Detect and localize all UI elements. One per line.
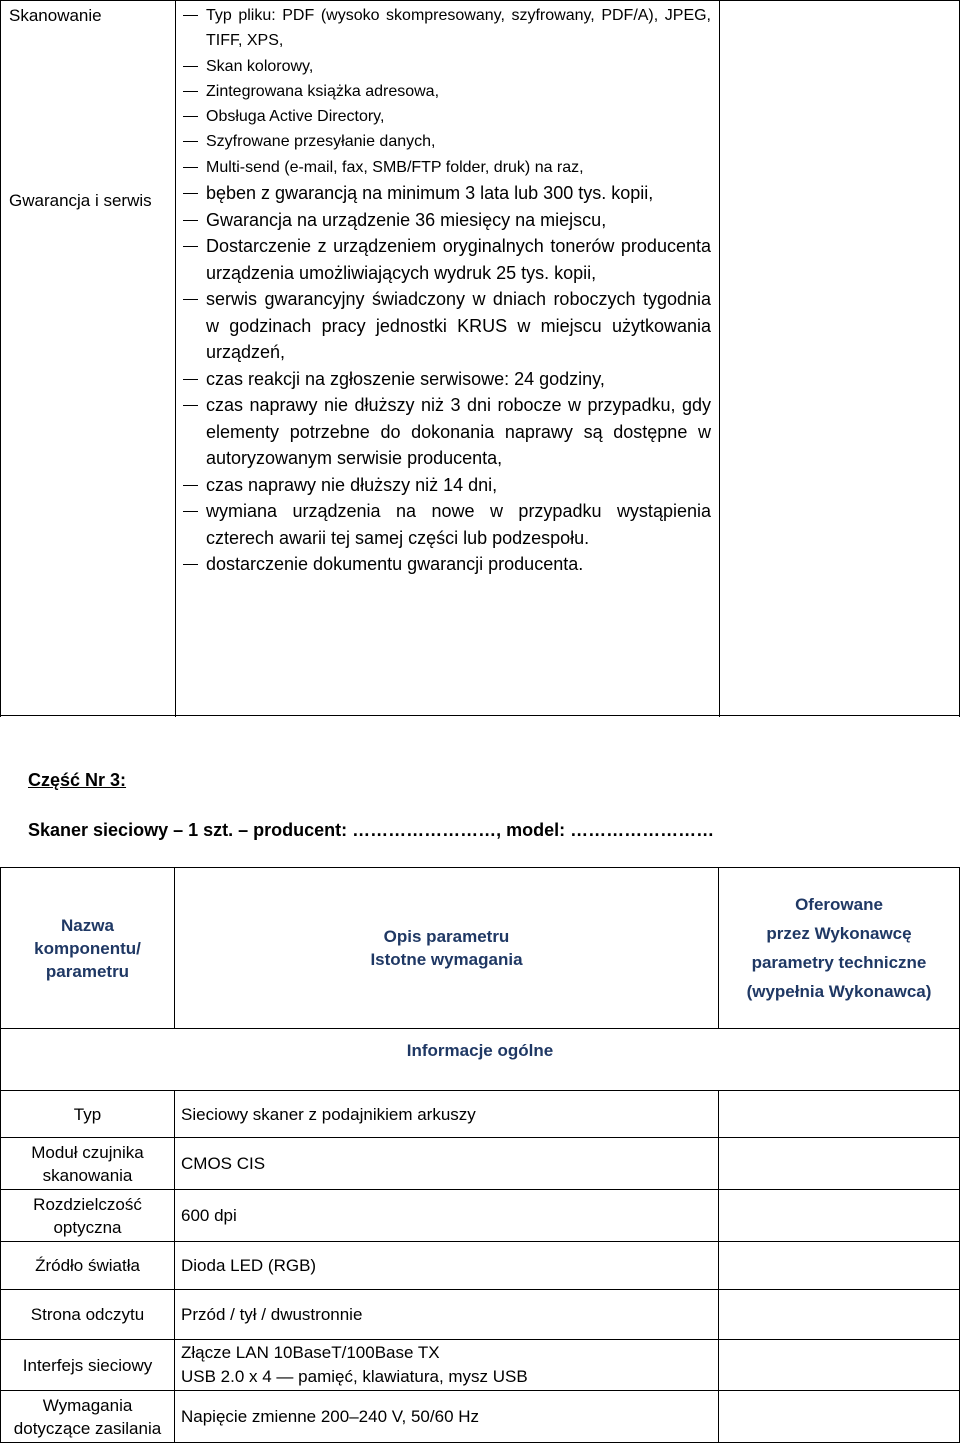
table-row bbox=[1, 1091, 960, 1138]
table-row bbox=[1, 1242, 960, 1290]
param-name: Źródło światła bbox=[1, 1242, 175, 1290]
table-row bbox=[1, 1138, 960, 1190]
scan-row bbox=[1, 1, 960, 716]
spec-table-continued bbox=[0, 0, 960, 716]
offer-input-cell[interactable] bbox=[719, 1340, 960, 1391]
table-row bbox=[1, 1340, 960, 1391]
scanner-spec-table bbox=[0, 867, 960, 1443]
param-value: CMOS CIS bbox=[175, 1138, 719, 1190]
part-heading: Część Nr 3: bbox=[28, 770, 127, 790]
list-item: Multi-send (e-mail, fax, SMB/FTP folder, druk) na raz, bbox=[206, 155, 711, 180]
param-value: Przód / tył / dwustronnie bbox=[175, 1290, 719, 1340]
param-name: Moduł czujnika skanowania bbox=[1, 1138, 175, 1190]
table-row bbox=[1, 1290, 960, 1340]
list-item: Gwarancja na urządzenie 36 miesięcy na miejscu, bbox=[206, 207, 711, 234]
list-item: czas naprawy nie dłuższy niż 14 dni, bbox=[206, 472, 711, 499]
header-component: Nazwa komponentu/ parametru bbox=[1, 868, 175, 1029]
header-description: Opis parametru Istotne wymagania bbox=[175, 868, 719, 1029]
offer-input-cell[interactable] bbox=[719, 1091, 960, 1138]
list-item: Zintegrowana książka adresowa, bbox=[206, 79, 711, 104]
param-value: Sieciowy skaner z podajnikiem arkuszy bbox=[175, 1091, 719, 1138]
param-name: Rozdzielczość optyczna bbox=[1, 1190, 175, 1242]
list-item: czas reakcji na zgłoszenie serwisowe: 24 godziny, bbox=[206, 366, 711, 393]
param-value: Złącze LAN 10BaseT/100Base TX USB 2.0 x 4 — pamięć, klawiatura, mysz USB bbox=[175, 1340, 719, 1391]
warranty-label: Gwarancja i serwis bbox=[9, 191, 152, 210]
offer-input-cell[interactable] bbox=[719, 1290, 960, 1340]
warranty-list bbox=[176, 180, 719, 578]
labels-cell bbox=[1, 1, 176, 716]
param-value: Napięcie zmienne 200–240 V, 50/60 Hz bbox=[175, 1391, 719, 1443]
offer-input-cell[interactable] bbox=[719, 1138, 960, 1190]
requirements-cell bbox=[176, 1, 720, 716]
table-header bbox=[1, 868, 960, 1029]
list-item: bęben z gwarancją na minimum 3 lata lub 300 tys. kopii, bbox=[206, 180, 711, 207]
param-name: Strona odczytu bbox=[1, 1290, 175, 1340]
device-heading: Skaner sieciowy – 1 szt. – producent: ……………………, model: …………………… bbox=[28, 820, 715, 840]
scan-list bbox=[176, 1, 719, 180]
table-row bbox=[1, 1190, 960, 1242]
list-item: Skan kolorowy, bbox=[206, 54, 711, 79]
param-name: Typ bbox=[1, 1091, 175, 1138]
scan-label: Skanowanie bbox=[9, 6, 102, 25]
list-item: Obsługa Active Directory, bbox=[206, 104, 711, 129]
list-item: Szyfrowane przesyłanie danych, bbox=[206, 129, 711, 154]
list-item: serwis gwarancyjny świadczony w dniach roboczych tygodnia w godzinach pracy jednostki KRUS w miejscu użytkowania urządzeń, bbox=[206, 286, 711, 366]
header-offered: Oferowane przez Wykonawcę parametry techniczne (wypełnia Wykonawca) bbox=[719, 868, 960, 1029]
offer-input-cell[interactable] bbox=[719, 1190, 960, 1242]
offer-input-cell[interactable] bbox=[719, 1242, 960, 1290]
param-value: Dioda LED (RGB) bbox=[175, 1242, 719, 1290]
param-name: Wymagania dotyczące zasilania bbox=[1, 1391, 175, 1443]
list-item: Typ pliku: PDF (wysoko skompresowany, szyfrowany, PDF/A), JPEG, TIFF, XPS, bbox=[206, 3, 711, 54]
param-value: 600 dpi bbox=[175, 1190, 719, 1242]
offer-cell[interactable] bbox=[720, 1, 960, 716]
section-row bbox=[1, 1029, 960, 1091]
list-item: dostarczenie dokumentu gwarancji producenta. bbox=[206, 551, 711, 578]
list-item: wymiana urządzenia na nowe w przypadku wystąpienia czterech awarii tej samej części lub podzespołu. bbox=[206, 498, 711, 551]
param-name: Interfejs sieciowy bbox=[1, 1340, 175, 1391]
section-title: Informacje ogólne bbox=[1, 1029, 960, 1091]
list-item: czas naprawy nie dłuższy niż 3 dni robocze w przypadku, gdy elementy potrzebne do dokonania naprawy są dostępne w autoryzowanym serwisie producenta, bbox=[206, 392, 711, 472]
list-item: Dostarczenie z urządzeniem oryginalnych tonerów producenta urządzenia umożliwiających wydruk 25 tys. kopii, bbox=[206, 233, 711, 286]
offer-input-cell[interactable] bbox=[719, 1391, 960, 1443]
table-row bbox=[1, 1391, 960, 1443]
